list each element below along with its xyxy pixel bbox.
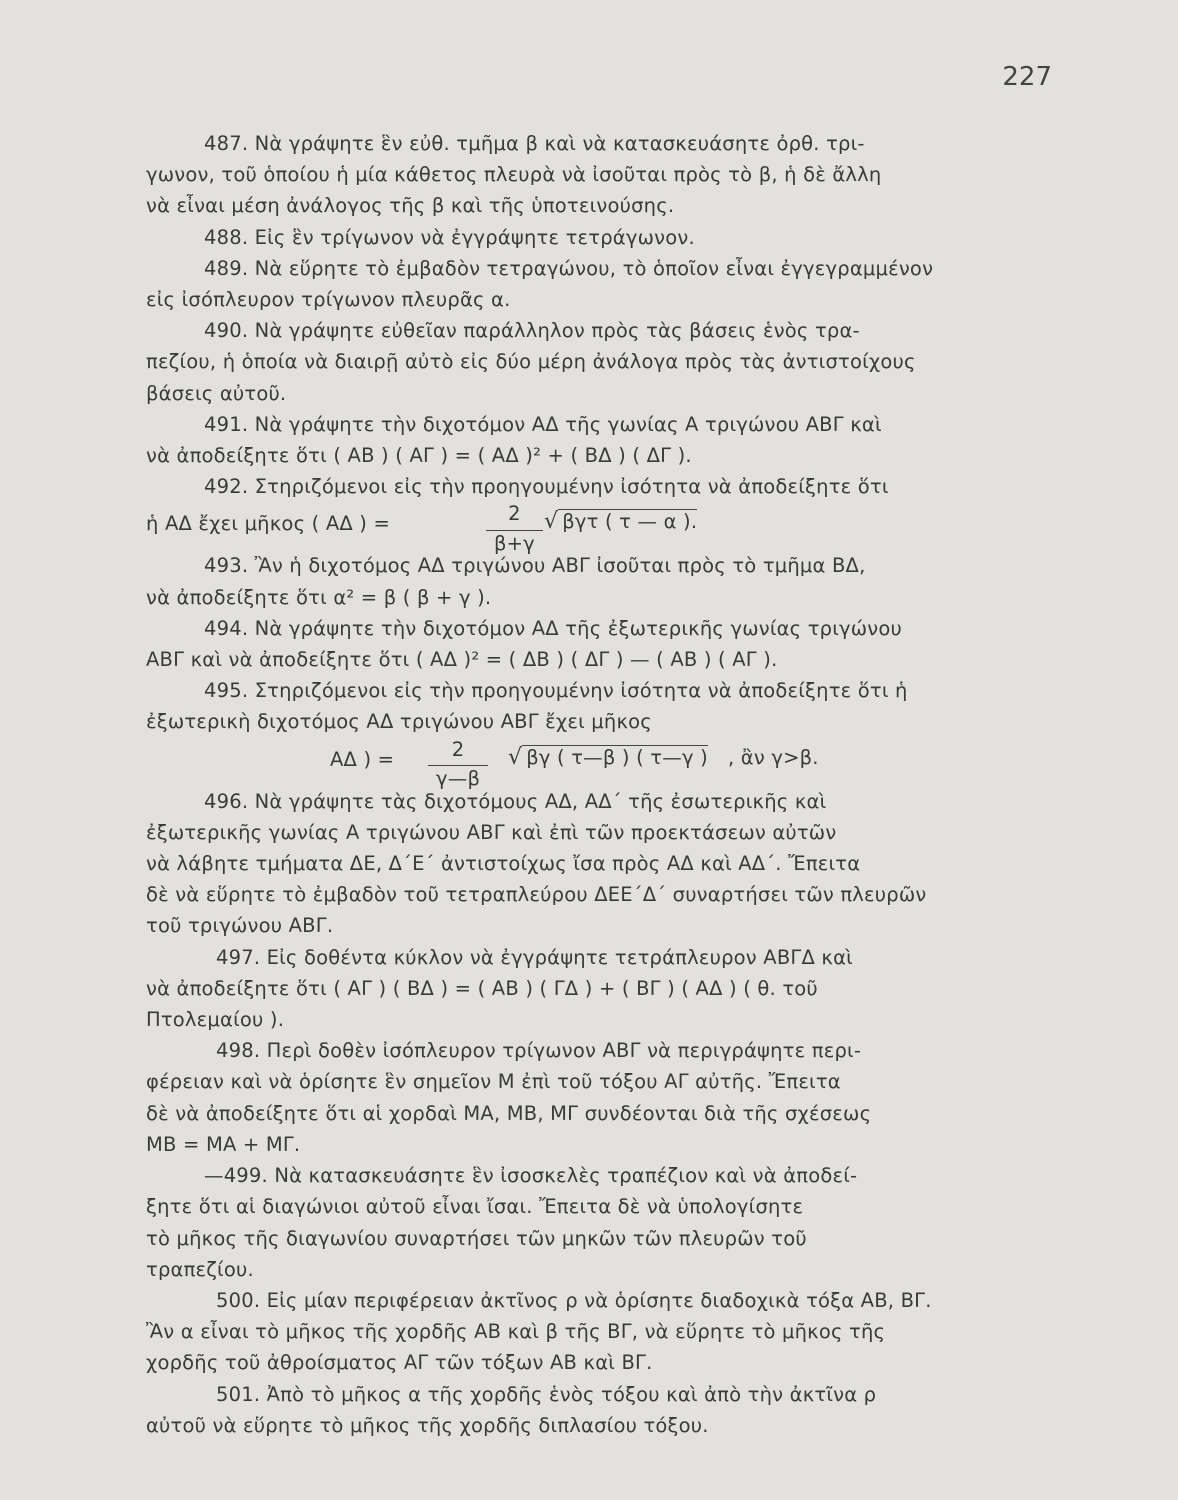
formula-492: ἡ ΑΔ ἔχει μῆκος ( ΑΔ ) = $\frac{2}{\beta+\gamma}$ √ βγτ ( τ — α ). — [146, 502, 1056, 550]
exercise-494-line: 494. Νὰ γράψητε τὴν διχοτόμον ΑΔ τῆς ἐξωτερικῆς γωνίας τριγώνου — [204, 616, 903, 640]
text-line: ΑΒΓ καὶ νὰ ἀποδείξητε ὅτι ( ΑΔ )² = ( ΔΒ ) ( ΔΓ ) — ( ΑΒ ) ( ΑΓ ). — [146, 648, 778, 672]
exercise-500-line: 500. Εἰς μίαν περιφέρειαν ἀκτῖνος ρ νὰ ὁρίσητε διαδοχικὰ τόξα ΑΒ, ΒΓ. — [216, 1288, 932, 1312]
text-line: νὰ ἀποδείξητε ὅτι α² = β ( β + γ ). — [146, 585, 492, 609]
text-line: νὰ λάβητε τμήματα ΔΕ, Δ΄Ε΄ ἀντιστοίχως ἴσα πρὸς ΑΔ καὶ ΑΔ΄. Ἔπειτα — [146, 852, 861, 876]
exercise-499-line: —499. Νὰ κατασκευάσητε ἓν ἰσοσκελὲς τραπέζιον καὶ νὰ ἀποδεί- — [204, 1164, 858, 1188]
text-line: ξητε ὅτι αἱ διαγώνιοι αὐτοῦ εἶναι ἴσαι. Ἔπειτα δὲ νὰ ὑπολογίσητε — [146, 1195, 804, 1219]
text-line: ἐξωτερικὴ διχοτόμος ΑΔ τριγώνου ΑΒΓ ἔχει μῆκος — [146, 710, 652, 734]
text-line: Πτολεμαίου ). — [146, 1008, 285, 1032]
text-line: δὲ νὰ εὕρητε τὸ ἐμβαδὸν τοῦ τετραπλεύρου ΔΕΕ΄Δ΄ συναρτήσει τῶν πλευρῶν — [146, 883, 927, 907]
text-line: νὰ εἶναι μέση ἀνάλογος τῆς β καὶ τῆς ὑποτεινούσης. — [146, 194, 675, 218]
text-line: τὸ μῆκος τῆς διαγωνίου συναρτήσει τῶν μηκῶν τῶν πλευρῶν τοῦ — [146, 1226, 807, 1250]
text-line: πεζίου, ἡ ὁποία νὰ διαιρῇ αὐτὸ εἰς δύο μέρη ἀνάλογα πρὸς τὰς ἀντιστοίχους — [146, 350, 916, 374]
exercise-495-line: 495. Στηριζόμενοι εἰς τὴν προηγουμένην ἰσότητα νὰ ἀποδείξητε ὅτι ἡ — [204, 679, 908, 703]
text-line: χορδῆς τοῦ ἀθροίσματος ΑΓ τῶν τόξων ΑΒ καὶ ΒΓ. — [146, 1351, 653, 1375]
text-line: νὰ ἀποδείξητε ὅτι ( ΑΒ ) ( ΑΓ ) = ( ΑΔ )² + ( ΒΔ ) ( ΔΓ ). — [146, 444, 692, 468]
exercise-490-line: 490. Νὰ γράψητε εὐθεῖαν παράλληλον πρὸς τὰς βάσεις ἑνὸς τρα- — [204, 319, 860, 343]
text-line: νὰ ἀποδείξητε ὅτι ( ΑΓ ) ( ΒΔ ) = ( ΑΒ ) ( ΓΔ ) + ( ΒΓ ) ( ΑΔ ) ( θ. τοῦ — [146, 976, 818, 1000]
text-line: εἰς ἰσόπλευρον τρίγωνον πλευρᾶς α. — [146, 288, 511, 312]
radical-sign-icon: √ — [508, 744, 523, 770]
page-number: 227 — [1002, 62, 1052, 92]
exercise-492-line: 492. Στηριζόμενοι εἰς τὴν προηγουμένην ἰσότητα νὰ ἀποδείξητε ὅτι — [204, 475, 889, 499]
exercise-491-line: 491. Νὰ γράψητε τὴν διχοτόμον ΑΔ τῆς γωνίας Α τριγώνου ΑΒΓ καὶ — [204, 412, 882, 436]
text-line: γωνον, τοῦ ὁποίου ἡ μία κάθετος πλευρὰ νὰ ἰσοῦται πρὸς τὸ β, ἡ δὲ ἄλλη — [146, 163, 882, 187]
exercise-488-line: 488. Εἰς ἓν τρίγωνον νὰ ἐγγράψητε τετράγωνον. — [204, 225, 695, 249]
text-line: ἐξωτερικῆς γωνίας Α τριγώνου ΑΒΓ καὶ ἐπὶ τῶν προεκτάσεων αὐτῶν — [146, 820, 837, 844]
exercise-501-line: 501. Ἀπὸ τὸ μῆκος α τῆς χορδῆς ἑνὸς τόξου καὶ ἀπὸ τὴν ἀκτῖνα ρ — [216, 1382, 877, 1406]
text-line: δὲ νὰ ἀποδείξητε ὅτι αἱ χορδαὶ ΜΑ, ΜΒ, ΜΓ συνδέονται διὰ τῆς σχέσεως — [146, 1101, 872, 1125]
formula-495: ΑΔ ) = $\frac{2}{\gamma—\beta}$ √ βγ ( τ—β ) ( τ—γ ) , ἂν γ>β. — [146, 738, 1056, 786]
radical-sign-icon: √ — [544, 509, 559, 535]
square-root: √ βγτ ( τ — α ). — [544, 509, 698, 535]
exercise-489-line: 489. Νὰ εὕρητε τὸ ἐμβαδὸν τετραγώνου, τὸ ὁποῖον εἶναι ἐγγεγραμμένον — [204, 256, 934, 280]
text-line: βάσεις αὐτοῦ. — [146, 381, 287, 405]
text-line: ΜΒ = ΜΑ + ΜΓ. — [146, 1132, 301, 1156]
exercise-497-line: 497. Εἰς δοθέντα κύκλον νὰ ἐγγράψητε τετράπλευρον ΑΒΓΔ καὶ — [216, 945, 853, 969]
fraction: $\frac{2}{\beta+\gamma}$ — [486, 498, 543, 556]
text-line: φέρειαν καὶ νὰ ὁρίσητε ἓν σημεῖον Μ ἐπὶ τοῦ τόξου ΑΓ αὐτῆς. Ἔπειτα — [146, 1070, 841, 1094]
text-line: τραπεζίου. — [146, 1257, 254, 1281]
text-line: αὐτοῦ νὰ εὕρητε τὸ μῆκος τῆς χορδῆς διπλασίου τόξου. — [146, 1413, 709, 1437]
exercise-text — [146, 128, 1056, 1441]
exercise-496-line: 496. Νὰ γράψητε τὰς διχοτόμους ΑΔ, ΑΔ΄ τῆς ἐσωτερικῆς καὶ — [204, 789, 827, 813]
text-line: τοῦ τριγώνου ΑΒΓ. — [146, 914, 334, 938]
exercise-487-line: 487. Νὰ γράψητε ἓν εὐθ. τμῆμα β καὶ νὰ κατασκευάσητε ὀρθ. τρι- — [204, 132, 865, 155]
exercise-493-line: 493. Ἂν ἡ διχοτόμος ΑΔ τριγώνου ΑΒΓ ἰσοῦται πρὸς τὸ τμῆμα ΒΔ, — [204, 554, 866, 578]
text-line: Ἂν α εἶναι τὸ μῆκος τῆς χορδῆς ΑΒ καὶ β τῆς ΒΓ, νὰ εὕρητε τὸ μῆκος τῆς — [146, 1320, 886, 1344]
square-root: √ βγ ( τ—β ) ( τ—γ ) — [508, 744, 708, 770]
exercise-498-line: 498. Περὶ δοθὲν ἰσόπλευρον τρίγωνον ΑΒΓ νὰ περιγράψητε περι- — [216, 1039, 862, 1063]
fraction: $\frac{2}{\gamma—\beta}$ — [428, 734, 488, 792]
